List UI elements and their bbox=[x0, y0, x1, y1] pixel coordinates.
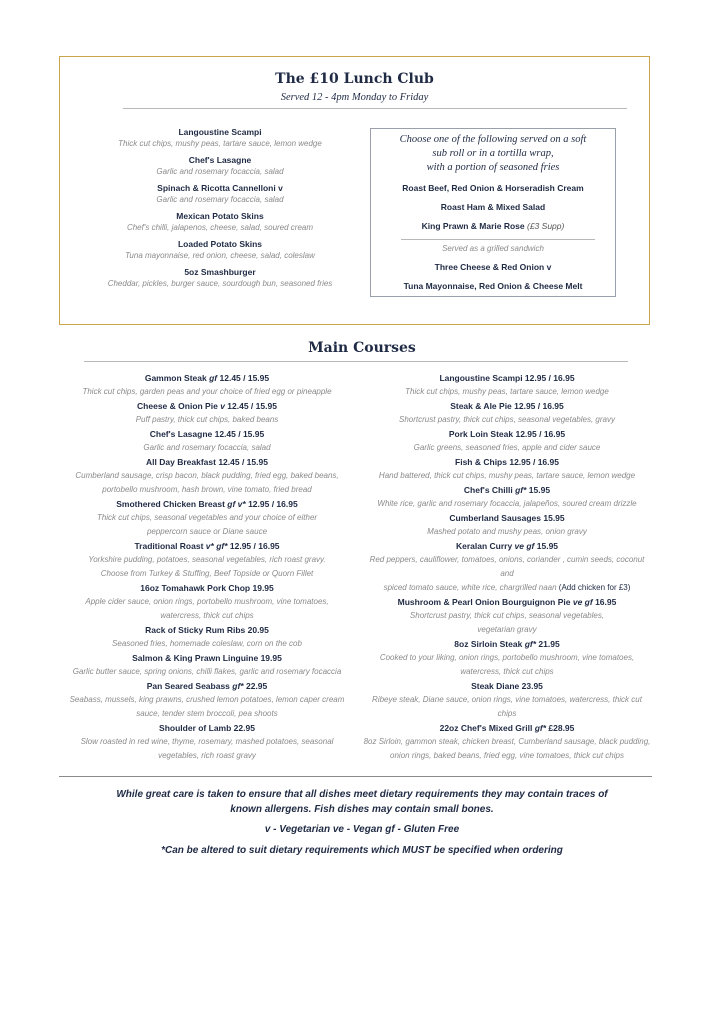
allergen-footer bbox=[60, 788, 664, 858]
item-description bbox=[362, 553, 652, 581]
item-price: 12.45 / 15.95 bbox=[217, 373, 270, 383]
menu-item bbox=[90, 211, 350, 234]
menu-item bbox=[362, 400, 652, 427]
item-name bbox=[362, 400, 652, 413]
item-description bbox=[62, 525, 352, 539]
item-description bbox=[362, 665, 652, 679]
grilled-item: Tuna Mayonnaise, Red Onion & Cheese Melt bbox=[403, 281, 583, 291]
item-name bbox=[362, 722, 652, 735]
main-courses-title: Main Courses bbox=[308, 340, 416, 356]
item-description bbox=[62, 567, 352, 581]
item-description bbox=[362, 749, 652, 763]
item-description bbox=[62, 609, 352, 623]
item-description bbox=[62, 413, 352, 427]
item-description bbox=[62, 749, 352, 763]
item-price: 15.95 bbox=[534, 541, 559, 551]
item-title: Fish & Chips 12.95 / 16.95 bbox=[455, 457, 559, 467]
menu-item bbox=[362, 428, 652, 455]
supplement-note: (£3 Supp) bbox=[527, 221, 565, 231]
menu-item bbox=[62, 498, 352, 539]
description-text: Thick cut chips, garden peas and your choice of fried egg or pineapple bbox=[82, 387, 332, 396]
item-title: Steak Diane 23.95 bbox=[471, 681, 543, 691]
allergen-notice: known allergens. Fish dishes may contain small bones. bbox=[230, 803, 494, 815]
item-name bbox=[62, 498, 352, 511]
menu-item bbox=[90, 239, 350, 262]
item-name: Chef's Lasagne bbox=[188, 155, 252, 165]
sandwich-intro bbox=[371, 133, 615, 175]
sandwich-intro-line: sub roll or in a tortilla wrap, bbox=[432, 148, 554, 159]
allergen-notice: While great care is taken to ensure that all dishes meet dietary requirements they may contain traces of bbox=[116, 789, 608, 800]
item-title: Gammon Steak bbox=[144, 373, 207, 383]
item-name bbox=[362, 596, 652, 609]
item-name bbox=[362, 428, 652, 441]
description-text: Ribeye steak, Diane sauce, onion rings, vine tomatoes, watercress, thick cut chips bbox=[372, 695, 642, 718]
description-text: vegetarian gravy bbox=[477, 625, 537, 634]
sandwich-item: Roast Ham & Mixed Salad bbox=[440, 202, 546, 212]
divider bbox=[401, 239, 595, 240]
item-description bbox=[362, 693, 652, 721]
item-title: Cheese & Onion Pie bbox=[137, 401, 218, 411]
item-price: 22.95 bbox=[243, 681, 268, 691]
item-description: Garlic and rosemary focaccia, salad bbox=[156, 195, 284, 204]
lunch-club-subtitle: Served 12 - 4pm Monday to Friday bbox=[280, 92, 429, 103]
item-description bbox=[362, 651, 652, 665]
sandwich-intro-line: Choose one of the following served on a soft bbox=[399, 134, 587, 145]
description-text: onion rings, baked beans, fried egg, vine tomatoes, thick cut chips bbox=[390, 751, 624, 760]
description-text: Cooked to your liking, onion rings, portobello mushroom, vine tomatoes, bbox=[379, 653, 635, 662]
item-price: 12.45 / 15.95 bbox=[224, 401, 277, 411]
item-description: Chef's chilli, jalapenos, cheese, salad, soured cream bbox=[126, 223, 314, 232]
menu-item bbox=[62, 456, 352, 497]
menu-item bbox=[362, 372, 652, 399]
description-text: watercress, thick cut chips bbox=[460, 667, 554, 676]
menu-item bbox=[362, 722, 652, 763]
description-text: Shortcrust pastry, thick cut chips, seasonal vegetables, gravy bbox=[399, 415, 615, 424]
menu-item bbox=[362, 484, 652, 511]
item-description bbox=[362, 497, 652, 511]
lunch-menu-list bbox=[90, 127, 350, 295]
item-description bbox=[62, 665, 352, 679]
item-title: Steak & Ale Pie 12.95 / 16.95 bbox=[450, 401, 564, 411]
sandwich-intro-line: with a portion of seasoned fries bbox=[426, 162, 560, 173]
dietary-tag: gf v* bbox=[227, 499, 246, 509]
item-name: Langoustine Scampi bbox=[178, 127, 262, 137]
item-title: Salmon & King Prawn Linguine 19.95 bbox=[132, 653, 282, 663]
description-text: Hand battered, thick cut chips, mushy peas, tartare sauce, lemon wedge bbox=[378, 471, 636, 480]
menu-item bbox=[62, 652, 352, 679]
item-description bbox=[362, 441, 652, 455]
divider bbox=[84, 361, 628, 362]
item-name: Mexican Potato Skins bbox=[176, 211, 264, 221]
description-text: Shortcrust pastry, thick cut chips, seasonal vegetables, bbox=[409, 611, 605, 620]
description-text: Thick cut chips, mushy peas, tartare sauce, lemon wedge bbox=[405, 387, 609, 396]
item-title: 22oz Chef's Mixed Grill bbox=[439, 723, 533, 733]
menu-item bbox=[362, 638, 652, 679]
description-text: sauce, tender stem broccoli, pea shoots bbox=[136, 709, 278, 718]
dietary-note: *Can be altered to suit dietary requirements which MUST be specified when ordering bbox=[161, 844, 563, 856]
item-name bbox=[62, 624, 352, 637]
description-text: Seabass, mussels, king prawns, crushed lemon potatoes, lemon caper cream bbox=[69, 695, 345, 704]
menu-item bbox=[62, 372, 352, 399]
item-name bbox=[62, 680, 352, 693]
item-description bbox=[62, 707, 352, 721]
dietary-tag: gf* bbox=[534, 723, 547, 733]
grilled-note: Served as a grilled sandwich bbox=[442, 244, 544, 253]
item-name bbox=[362, 484, 652, 497]
item-title: Rack of Sticky Rum Ribs 20.95 bbox=[145, 625, 269, 635]
main-courses-left-column bbox=[62, 372, 352, 764]
description-text: spiced tomato sauce, white rice, chargrilled naan bbox=[383, 583, 557, 592]
description-text: watercress, thick cut chips bbox=[160, 611, 254, 620]
item-description: Thick cut chips, mushy peas, tartare sauce, lemon wedge bbox=[118, 139, 322, 148]
description-text: Garlic greens, seasoned fries, apple and cider sauce bbox=[413, 443, 601, 452]
menu-item bbox=[362, 512, 652, 539]
dietary-key: v - Vegetarian ve - Vegan gf - Gluten Free bbox=[264, 824, 460, 835]
item-price: £28.95 bbox=[546, 723, 575, 733]
item-title: Pan Seared Seabass bbox=[146, 681, 230, 691]
item-title: Cumberland Sausages 15.95 bbox=[449, 513, 565, 523]
dietary-tag: ve gf bbox=[514, 541, 535, 551]
item-price: 16.95 bbox=[592, 597, 617, 607]
menu-item bbox=[362, 596, 652, 637]
item-name bbox=[62, 372, 352, 385]
description-text: Garlic butter sauce, spring onions, chilli flakes, garlic and rosemary focaccia bbox=[72, 667, 342, 676]
dietary-tag: gf* bbox=[232, 681, 244, 691]
menu-item bbox=[362, 680, 652, 721]
description-text: peppercorn sauce or Diane sauce bbox=[146, 527, 268, 536]
dietary-tag: v* gf* bbox=[205, 541, 228, 551]
item-title: Mushroom & Pearl Onion Bourguignon Pie bbox=[397, 597, 571, 607]
item-title: Chef's Lasagne 12.45 / 15.95 bbox=[149, 429, 265, 439]
item-name bbox=[362, 638, 652, 651]
description-text: Thick cut chips, seasonal vegetables and your choice of either bbox=[96, 513, 318, 522]
item-description bbox=[362, 581, 652, 595]
item-description bbox=[62, 469, 352, 483]
item-title: 16oz Tomahawk Pork Chop 19.95 bbox=[140, 583, 274, 593]
item-title: Smothered Chicken Breast bbox=[116, 499, 225, 509]
item-name bbox=[362, 540, 652, 553]
description-text: 8oz Sirloin, gammon steak, chicken breast, Cumberland sausage, black pudding, bbox=[363, 737, 651, 746]
item-title: Langoustine Scampi 12.95 / 16.95 bbox=[439, 373, 575, 383]
item-price: 12.95 / 16.95 bbox=[245, 499, 298, 509]
menu-item bbox=[62, 428, 352, 455]
description-text: Yorkshire pudding, potatoes, seasonal vegetables, rich roast gravy. bbox=[88, 555, 326, 564]
menu-item bbox=[362, 456, 652, 483]
item-name bbox=[62, 652, 352, 665]
description-text: Apple cider sauce, onion rings, portobello mushroom, vine tomatoes, bbox=[85, 597, 329, 606]
item-name: 5oz Smashburger bbox=[184, 267, 256, 277]
item-description bbox=[362, 469, 652, 483]
description-text: Mashed potato and mushy peas, onion gravy bbox=[427, 527, 587, 536]
dietary-tag: ve gf bbox=[572, 597, 593, 607]
item-name bbox=[62, 400, 352, 413]
item-name bbox=[362, 680, 652, 693]
dietary-tag: gf* bbox=[524, 639, 537, 649]
divider bbox=[59, 776, 652, 777]
item-description bbox=[62, 483, 352, 497]
item-description bbox=[362, 525, 652, 539]
main-courses-right-column bbox=[362, 372, 652, 764]
item-description bbox=[62, 553, 352, 567]
item-title: Pork Loin Steak 12.95 / 16.95 bbox=[448, 429, 566, 439]
addon-note: (Add chicken for £3) bbox=[556, 583, 631, 592]
item-name bbox=[362, 512, 652, 525]
item-description bbox=[362, 623, 652, 637]
menu-item bbox=[90, 183, 350, 206]
description-text: Garlic and rosemary focaccia, salad bbox=[143, 443, 271, 452]
description-text: portobello mushroom, hash brown, vine tomato, fried bread bbox=[102, 485, 312, 494]
menu-item bbox=[90, 127, 350, 150]
item-description: Cheddar, pickles, burger sauce, sourdough bun, seasoned fries bbox=[107, 279, 333, 288]
description-text: Slow roasted in red wine, thyme, rosemary, mashed potatoes, seasonal bbox=[80, 737, 334, 746]
item-name: Loaded Potato Skins bbox=[177, 239, 263, 249]
item-title: Traditional Roast bbox=[134, 541, 204, 551]
menu-item bbox=[62, 540, 352, 581]
dietary-tag: v bbox=[220, 401, 225, 411]
sandwich-item: Roast Beef, Red Onion & Horseradish Cream bbox=[402, 183, 584, 193]
item-title: 8oz Sirloin Steak bbox=[454, 639, 523, 649]
grilled-item: Three Cheese & Red Onion v bbox=[434, 262, 552, 272]
dietary-tag: gf bbox=[209, 373, 218, 383]
menu-item bbox=[90, 155, 350, 178]
item-description bbox=[362, 413, 652, 427]
description-text: Seasoned fries, homemade coleslaw, corn on the cob bbox=[112, 639, 302, 648]
item-description: Tuna mayonnaise, red onion, cheese, salad, coleslaw bbox=[125, 251, 315, 260]
item-name bbox=[62, 582, 352, 595]
item-name bbox=[62, 540, 352, 553]
menu-item bbox=[62, 722, 352, 763]
description-text: Choose from Turkey & Stuffing, Beef Topside or Quorn Fillet bbox=[100, 569, 314, 578]
item-description: Garlic and rosemary focaccia, salad bbox=[156, 167, 284, 176]
item-name bbox=[362, 372, 652, 385]
item-description bbox=[362, 735, 652, 749]
description-text: White rice, garlic and rosemary focaccia, jalapeños, soured cream drizzle bbox=[377, 499, 637, 508]
dietary-tag: gf* bbox=[515, 485, 527, 495]
item-title: Keralan Curry bbox=[455, 541, 513, 551]
description-text: Cumberland sausage, crisp bacon, black pudding, fried egg, baked beans, bbox=[75, 471, 339, 480]
menu-item bbox=[62, 400, 352, 427]
lunch-club-panel bbox=[59, 56, 650, 325]
item-price: 15.95 bbox=[526, 485, 551, 495]
description-text: Puff pastry, thick cut chips, baked beans bbox=[135, 415, 279, 424]
divider bbox=[123, 108, 627, 109]
item-name: Spinach & Ricotta Cannelloni v bbox=[157, 183, 283, 193]
item-name bbox=[62, 456, 352, 469]
description-text: vegetables, rich roast gravy bbox=[158, 751, 256, 760]
menu-item bbox=[62, 624, 352, 651]
item-price: 21.95 bbox=[536, 639, 560, 649]
item-description bbox=[62, 441, 352, 455]
item-name bbox=[362, 456, 652, 469]
item-name bbox=[62, 722, 352, 735]
lunch-club-title: The £10 Lunch Club bbox=[275, 71, 434, 87]
sandwich-panel bbox=[370, 128, 616, 297]
menu-item bbox=[62, 582, 352, 623]
sandwich-item bbox=[371, 221, 615, 232]
item-description bbox=[62, 595, 352, 609]
item-description bbox=[62, 693, 352, 707]
item-price: 12.95 / 16.95 bbox=[227, 541, 280, 551]
sandwich-item-name: King Prawn & Marie Rose bbox=[421, 221, 525, 231]
menu-item bbox=[362, 540, 652, 595]
description-text: Red peppers, cauliflower, tomatoes, onions, coriander , cumin seeds, coconut and bbox=[369, 555, 645, 578]
item-description bbox=[62, 511, 352, 525]
item-description bbox=[62, 735, 352, 749]
item-description bbox=[62, 385, 352, 399]
item-description bbox=[362, 609, 652, 623]
item-name bbox=[62, 428, 352, 441]
item-title: Chef's Chilli bbox=[463, 485, 513, 495]
item-description bbox=[62, 637, 352, 651]
item-title: All Day Breakfast 12.45 / 15.95 bbox=[146, 457, 268, 467]
menu-item bbox=[90, 267, 350, 290]
item-description bbox=[362, 385, 652, 399]
item-title: Shoulder of Lamb 22.95 bbox=[159, 723, 255, 733]
menu-item bbox=[62, 680, 352, 721]
